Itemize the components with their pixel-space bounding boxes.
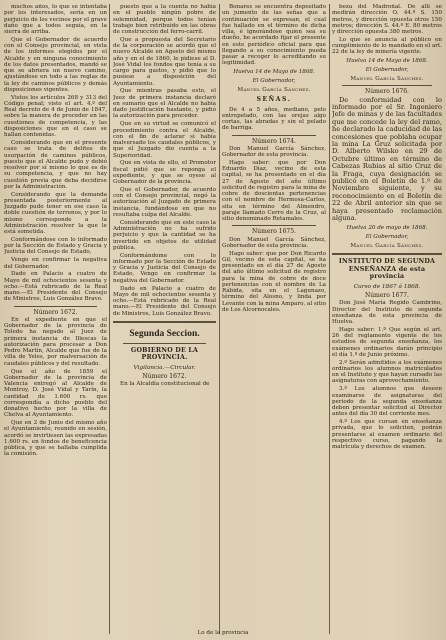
paragraph: Que a propuesta del Secretario de la corporación se acordó que el nuevo Alcalde en Agosto del mismo año y en el de 1860, le pidiese al D. José Vidal los fondos que tenía a su cargo para gastos, y pidió que lo pusiese a disposición del Ayuntamiento. <box>113 36 216 87</box>
paragraph: 4.º Los que cursan en enseñanza privada, que lo soliciten, podrán presentarse al examen ordinario del respectivo curso, pagando la matrícula y derechos de examen. <box>332 419 442 451</box>
divider <box>342 85 432 86</box>
notice-number: Número 1677. <box>365 292 409 299</box>
course-heading: Curso de 1867 á 1868. <box>353 283 421 290</box>
paragraph: muchos años, lo que se intentaba por los interesados, sería en un perjuicio de los vecinos por el grave daño que a todos seguía, en la sierra de arriba. <box>4 4 107 35</box>
signature-title: El Gobernador, <box>365 233 409 240</box>
column-rule <box>109 4 110 634</box>
institute-heading: INSTITUTO DE SEGUNDA ENSEÑANZA de esta provincia <box>338 258 436 281</box>
section-divider <box>332 253 442 255</box>
paragraph: Vistos los artículos 268 y 313 del Código penal; visto el art. 4.º del Real decreto de 4 de Junio de 1847, sobre la manera de proceder en las cuestiones de competencia, y las disposiciones que en el caso se hallan contenidas. <box>4 94 107 139</box>
paragraph: Bonares se encuentra depositado un jumento de las señas que a continuación se expresan, el cual fue hallado en el término de dicha villa, é ignorándose quien sea su dueño, he acordado fijar el presente en este periódico oficial para que llegando a su conocimiento pueda pasar a recoger lo acreditando su legitimidad. <box>222 4 326 67</box>
column-4 <box>332 4 442 634</box>
signature-name: Manuel García Sánchez. <box>350 243 424 249</box>
section-divider <box>113 321 216 323</box>
paragraph: Considerando que la demanda presentada posteriormente al Juzgado pudo tener en ese caso la doble cuestión de terrenos, y por lo mismo corresponde a la Administración resolver la que le está sometida. <box>4 191 107 236</box>
divider <box>232 135 316 136</box>
paragraph: Que en vista de ello, el Promotor fiscal pidió que se reponga el expediente, y que se oyese al Gobernador de la provincia. <box>113 160 216 186</box>
paragraph: Que el Gobernador, de acuerdo con el Consejo provincial, negó la autorización al Juzgado de primera instancia, fundándose en que no resultaba culpa del Alcalde. <box>113 186 216 218</box>
paragraph: Dado en Palacio a cuatro de Mayo de mil ochocientos sesenta y ocho.—Está rubricado de la Real mano.—El Presidente del Consejo de Ministros, Luis González Bravo. <box>4 271 107 303</box>
paragraph: Que el año de 1859 el Gobernador de la provincia de Valencia entregó al Alcalde de Montroy, D. José Vidal y Tarín, la cantidad de 1.600 rs. que correspondía a dicho pueblo del donativo hecho por la villa de Chelva al Ayuntamiento. <box>4 368 107 419</box>
date-line: Huelva 14 de Mayo de 1868. <box>346 57 428 64</box>
paragraph: Don José María Regido Cambrino, Director del Instituto de segunda enseñanza de esta provincia de Huelva. <box>332 300 442 325</box>
date-line: Huelva 20 de mayo de 1868. <box>346 224 428 231</box>
paragraph: Que en su virtud se comunicó el procedimiento contra el Alcalde, con el fin de aclarar si había malversado los caudales públicos, y que el Juzgado dio cuenta a la Superioridad. <box>113 121 216 159</box>
signature-name: Manuel García Sánchez. <box>237 87 311 93</box>
government-heading: GOBIERNO DE LA PROVINCIA. <box>130 346 199 362</box>
paragraph: Don Manuel García Sánchez, Gobernador de esta provincia. <box>222 236 326 249</box>
paragraph: Que mientras pasaba esto, el Juez de primera instancia declaró en sumario que el Alcalde no había dado justificación bastante, y pidió la autorización para proceder. <box>113 88 216 120</box>
column-rule <box>329 4 330 634</box>
paragraph: Lo que se anuncia al público en cumplimiento de lo mandado en el art. 22 de la ley de minería vigente. <box>332 36 442 56</box>
signature-title: El Gobernador, <box>252 77 296 84</box>
divider <box>14 306 97 307</box>
divider <box>232 225 316 226</box>
paragraph: Que en 2 de Junio del mismo año el Ayuntamiento, reunido en sesión, acordó se invirtiesen las expresadas 1.600 rs. en fondos de beneficencia pública, y que se hallaba cumplida la comisión. <box>4 420 107 458</box>
signature-name: Manuel García Sánchez. <box>350 76 424 83</box>
notice-number: Número 1674. <box>252 137 296 145</box>
paragraph: Vengo en confirmar la negativa del Gobernador. <box>4 257 107 270</box>
column-1 <box>4 4 107 634</box>
date-line: Huelva 14 de Mayo de 1868. <box>233 68 315 75</box>
page-footer: Lo de la provincia <box>197 630 249 636</box>
notice-subject: Vigilancia.—Circular. <box>133 364 196 371</box>
paragraph: De conformidad con lo informado por el Sr. Ingeniero Jefe de minas y de las facultades que me concede la ley del ramo, he declarado la caducidad de las concesiones que poblaba ocupar la mina La Gruz solicitada por D. Alberto Wilsko en 29 de Octubre último en término de Cabezas Rubias al sitio Cruz de la Fraga, cuya designación se publicó en el Boletín de 1.º de Noviembre siguiente, y su reconocimiento en el Boletín de 22 de Abril anterior sin que se haya presentado reclamación alguna. <box>332 95 442 223</box>
paragraph: Hago saber: 1.º Que según el art. 26 del reglamento vigente de los estudios de segunda enseñanza, los exámenes ordinarios darán principio el día 1.º de Junio próximo. <box>332 326 442 358</box>
paragraph: beza del Madroñal. De allí se medirán dirección O. 44.º S. 150 metros, y dirección opuesta otros 150 metros; dirección S. 44.º E. 80 metros y dirección opuesta 380 metros. <box>332 4 442 35</box>
paragraph: Considerando que en este caso la Administración no ha sufrido perjuicio y que la cantidad se ha invertido en objetos de utilidad pública. <box>113 219 216 251</box>
column-3 <box>222 4 326 634</box>
paragraph: 3.º Los alumnos que deseen examinarse de asignaturas del periodo de la segunda enseñanza deben presentar solicitud al Director antes del día 30 del corriente mes. <box>332 386 442 418</box>
notice-number: Número 1676. <box>365 88 409 96</box>
features-heading: SEÑAS. <box>256 96 292 104</box>
paragraph: Dado en Palacio a cuatro de Mayo de mil ochocientos sesenta y ocho.—Está rubricado de la Real mano.—El Presidente del Consejo de Ministros, Luis González Bravo. <box>113 285 216 317</box>
notice-number: Número 1675. <box>252 228 296 236</box>
column-rule <box>219 4 220 634</box>
paragraph: En la Alcaldía constitucional de <box>120 381 210 388</box>
paragraph: 2.º Serán admitidos a los exámenes ordinarios los alumnos matriculados en el Instituto y que hayan cursado las asignaturas con aprovechamiento. <box>332 359 442 385</box>
paragraph: puesto que a la cuenta no había en el pueblo ningún pobre de solemnidad, porque todos tenían trabajo bien retribuido en las obras de construcción del ferro-carril. <box>113 4 216 35</box>
paragraph: Que el Gobernador de acuerdo con el Consejo provincial, en vista de los informes elegidos por el Alcalde y en ninguna conocimiento de los datos presentados, mandó se que se abriera un nuevo camino, ajustándose en todo a las reglas de la ley de caminos públicos y demás disposiciones vigentes. <box>4 36 107 93</box>
paragraph: Don Manuel García Sánchez, Gobernador de esta provincia. <box>222 145 326 158</box>
paragraph: Conformándose con lo informado por la Sección de Estado y Gracia y Justicia del Consejo de Estado, <box>4 236 107 256</box>
paragraph: En el expediente en que el Gobernador de la provincia de Toledo ha negado al Juez de primera instancia de Illescas la autorización para procesar a Don Pedro Martín, Alcalde que fue de la villa de Yeles, por malversación de caudales públicos y del resultado. <box>4 316 107 367</box>
divider <box>123 343 206 344</box>
notice-number: Número 1672. <box>33 308 78 316</box>
paragraph: Considerando que en el presente caso se trata de delitos de usurpación de caminos públicos, puesto que el Alcalde pudo y debió resolver por sí mismo lo que es de su competencia, y que no hay cuestión previa que deba decidirse por la Administración. <box>4 140 107 190</box>
section-title: Segunda Seccion. <box>129 328 200 339</box>
paragraph: Conformándome con lo informado por la Sección de Estado y Gracia y Justicia del Consejo de Estado, Vengo en confirmar la negativa del Gobernador. <box>113 252 216 284</box>
paragraph: Hago saber: que por Don Eduardo Díaz, vecino de esta capital, se ha presentado en el día 27 de Agosto del año último solicitud de registro para la mina de cobre de doscientas pertenencias con el nombre de Hermosa-Carlos, sita en término del Almendro, paraje llamado Cerro de la Cruz, al sitio denominado Retamales. <box>222 159 326 223</box>
paragraph: De 4 a 5 años, mediano, pelo entrepelado, con las orejas algo cortas, las abradas y sin el pelado de barriga. <box>222 106 326 132</box>
column-2 <box>113 4 216 634</box>
signature-title: El Gobernador, <box>365 66 409 73</box>
paragraph: Hago saber: que por Don Ricardo Gil, vecino de esta capital, se ha presentado en el día 27 de Agosto del año último solicitud de registro para la mina de cobre de doce pertenencias con el nombre de La Rábida, sita en el Lagunazo, término del Alosno, y linda por Levante con la mina Amparo, al sitio de Los Alcornocales. <box>222 250 326 313</box>
notice-number: Número 1672. <box>142 373 187 380</box>
